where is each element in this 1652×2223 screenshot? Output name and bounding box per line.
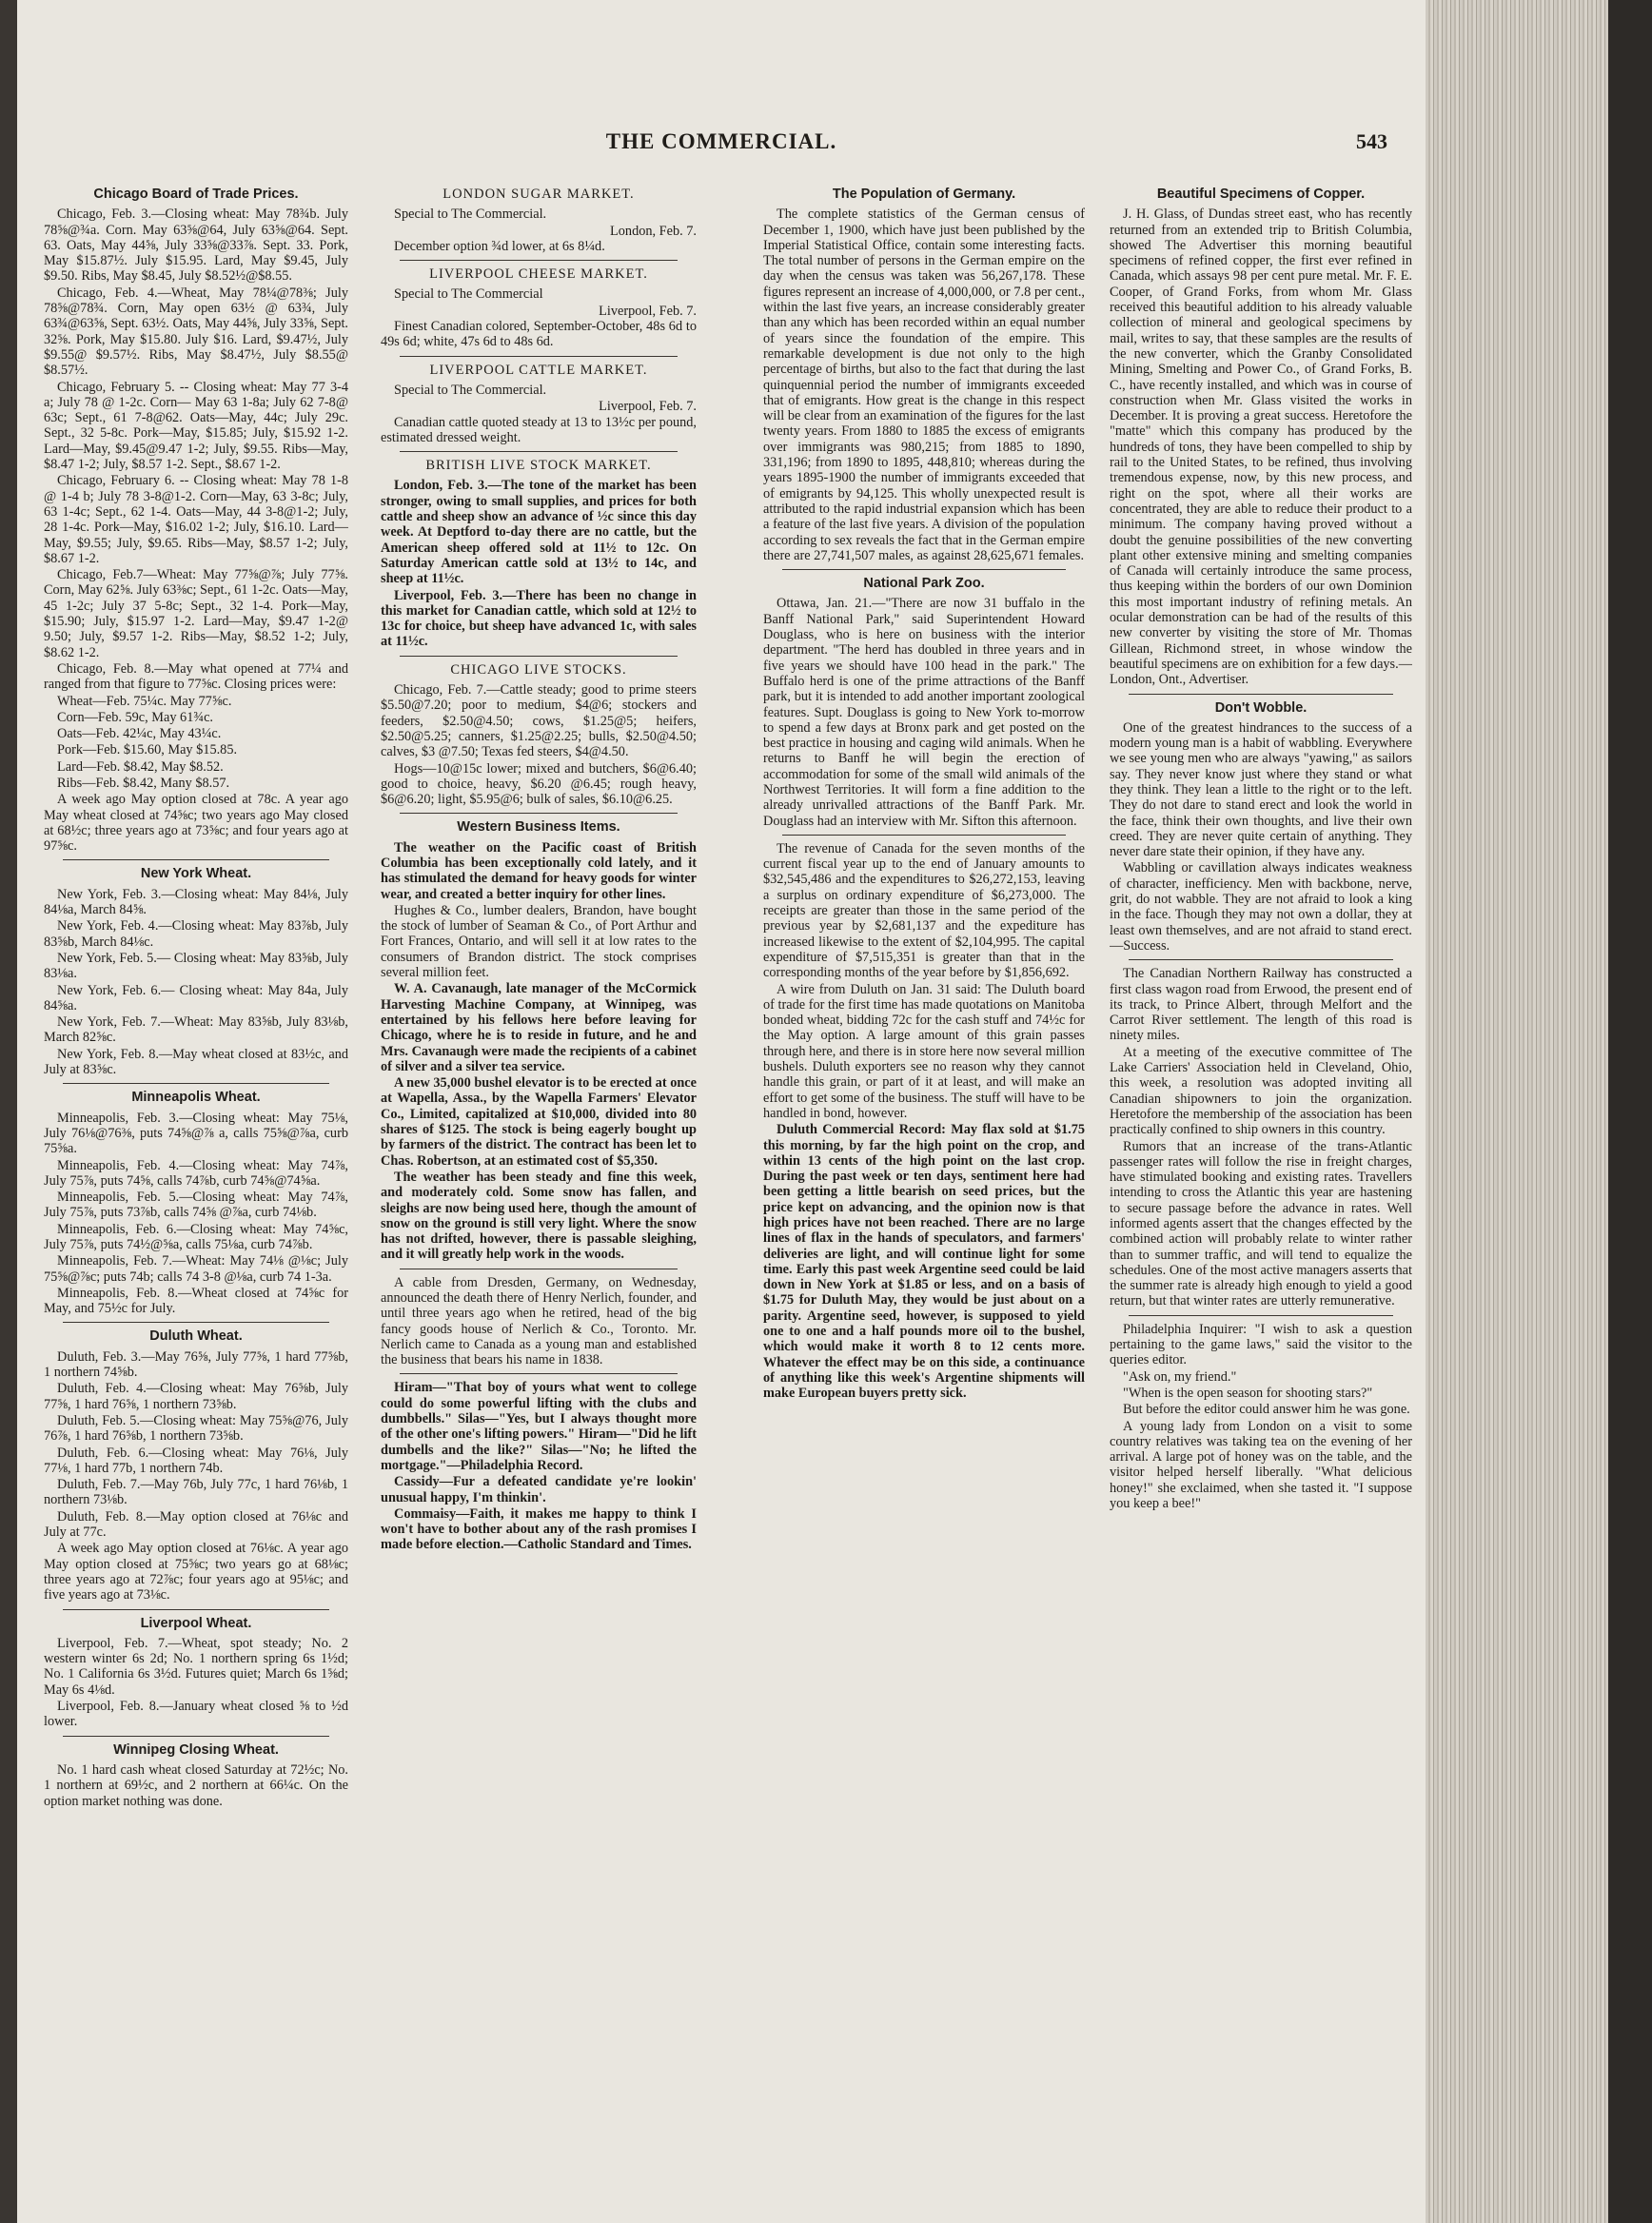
article-paragraph: Chicago, Feb. 3.—Closing wheat: May 78¾b. July 78⅝@¾a. Corn. May 63⅝@64, July 63⅝@64. Sept. 63. Oats, May 44⅝, July 33⅝@33⅞. Sept. 33. Pork, May $15.87½. July $15.95. Lard, May $9.45, July $9.50. Ribs, May $8.45, July $8.52½@$8.55. xyxy=(44,207,348,285)
article-paragraph: "Ask on, my friend." xyxy=(1123,1368,1237,1385)
dateline: Liverpool, Feb. 7. xyxy=(599,303,697,319)
article-paragraph: Chicago, Feb. 8.—May what opened at 77¼ and ranged from that figure to 77⅝c. Closing prices were: xyxy=(44,660,348,693)
article-paragraph: New York, Feb. 8.—May wheat closed at 83½c, and July at 83⅝c. xyxy=(44,1046,348,1078)
book-cover-edge xyxy=(1608,0,1652,2223)
article-paragraph: Minneapolis, Feb. 4.—Closing wheat: May 74⅞, July 75⅞, puts 74⅝, calls 74⅞b, curb 74⅝@74⅝a. xyxy=(44,1157,348,1189)
article-paragraph: A young lady from London on a visit to some country relatives was taking tea on the evening of her arrival. A large pot of honey was on the table, and the visitor helped herself liberally. "What delicious honey!" she exclaimed, when she tasted it. "I suppose you keep a bee!" xyxy=(1110,1418,1412,1512)
section-divider xyxy=(1129,694,1393,695)
article-heading: Western Business Items. xyxy=(457,819,620,836)
article-paragraph: Duluth, Feb. 3.—May 76⅝, July 77⅝, 1 hard 77⅝b, 1 northern 74⅝b. xyxy=(44,1348,348,1381)
article-heading: The Population of Germany. xyxy=(832,187,1016,202)
article-paragraph: A week ago May option closed at 76⅛c. A year ago May option closed at 75⅝c; two years go at 68⅛c; three years ago at 72⅞c; four years ago at 95⅛c; and five years ago at 73⅛c. xyxy=(44,1541,348,1603)
section-divider xyxy=(63,1322,329,1323)
article-paragraph: A wire from Duluth on Jan. 31 said: The Duluth board of trade for the first time has made quotations on Manitoba bonded wheat, bidding 72c for the cash stuff and 74½c for the May option. A large amount of this grain passes through here, and there is in store here now several million bushels. Duluth exporters see no reason why they cannot handle this grain, or part of it at least, and will make an effort to get some of the business. The stuff will have to be handled in bond, however. xyxy=(763,981,1085,1121)
article-paragraph: One of the greatest hindrances to the success of a modern young man is a habit of wabbling. Everywhere we see young men who are always "yawing," as sailors say. They never know just where they stand or what they think. They lean a little to the right or to the left. They do not dare to stand erect and look the world in the face, think their own thoughts, and live their own creed. They are never quite certain of anything. They never dare state their opinion, if they have any. xyxy=(1110,719,1412,860)
article-paragraph: No. 1 hard cash wheat closed Saturday at 72½c; No. 1 northern at 69½c, and 2 northern at 66¼c. On the option market nothing was done. xyxy=(44,1761,348,1809)
section-divider xyxy=(782,835,1066,836)
article-paragraph: The weather on the Pacific coast of British Columbia has been exceptionally cold lately, and it has stimulated the demand for heavy goods for winter wear, and created a better inquiry for other lines. xyxy=(381,839,697,902)
article-paragraph: New York, Feb. 4.—Closing wheat: May 83⅞b, July 83⅝b, March 84⅛c. xyxy=(44,918,348,950)
article-heading: LIVERPOOL CATTLE MARKET. xyxy=(429,362,648,378)
article-paragraph: Chicago, Feb. 4.—Wheat, May 78¼@78⅜; July 78⅝@78¾. Corn, May open 63½ @ 63¾, July 63¾@63⅝, Sept. 63½. Oats, May 44⅝, July 33⅝, Sept. 32⅝. Pork, May $15.80. July $16. Lard, $9.47½, July $9.55@ $9.57½. Ribs, May $8.47½, July $8.55@ $8.57½. xyxy=(44,285,348,379)
article-paragraph: Liverpool, Feb. 7.—Wheat, spot steady; No. 2 western winter 6s 2d; No. 1 northern spring 6s 1½d; No. 1 California 6s 3½d. Futures quiet; March 6s 1⅝d; May 6s 4⅛d. xyxy=(44,1635,348,1698)
article-paragraph: W. A. Cavanaugh, late manager of the McCormick Harvesting Machine Company, at Winnipeg, was entertained by his fellows here before leaving for Chicago, where he is to reside in future, and he and Mrs. Cavanaugh were made the recipients of a cabinet of silver and a silver tea service. xyxy=(381,981,697,1074)
section-divider xyxy=(400,356,678,357)
article-heading: BRITISH LIVE STOCK MARKET. xyxy=(425,458,652,474)
article-paragraph: Special to The Commercial xyxy=(394,286,543,303)
article-paragraph: Liverpool, Feb. 3.—There has been no change in this market for Canadian cattle, which sold at 12½ to 13c for choice, but sheep have advanced 1c, with sales at 11½c. xyxy=(381,587,697,650)
article-paragraph: Duluth, Feb. 7.—May 76b, July 77c, 1 hard 76⅛b, 1 northern 73⅛b. xyxy=(44,1477,348,1508)
article-paragraph: J. H. Glass, of Dundas street east, who has recently returned from an extended trip to British Columbia, showed The Advertiser this morning beautiful specimens of refined copper, the first ever refined in Canada, which assays 98 per cent pure metal. Mr. F. E. Cooper, of Grand Forks, from whom Mr. Glass received this beautiful addition to his already valuable collection of mineral and geological specimens by mail, writes to say, that these samples are the results of the new converter, which the Granby Consolidated Mining, Smelting and Power Co., of Grand Forks, B. C., have recently installed, and which was in course of construction when Mr. Glass visited the works in December. It is proving a great success. Heretofore the "matte" which this company has produced by the hundreds of tons, they have been compelled to ship by rail to the United States, to be refined, thus involving tremendous expense, now, by this new process, and right on the spot, where all their works are concentrated, they are able to reduce their product to a minimum. The company having proved without a doubt the genuine possibilities of the new converting plant other extensive mining and smelting companies of Canada will certainly introduce the same process, thus keeping within the borders of our own Dominion this most important industry of refining metals. An ocular demonstration can be had of the results of this new converter by visiting the store of Mr. Thomas Gillean, Richmond street, in whose window the beautiful specimens are on exhibition for a few days.—London, Ont., Advertiser. xyxy=(1110,207,1412,688)
article-paragraph: The revenue of Canada for the seven months of the current fiscal year up to the end of January amounts to $32,545,486 and the expenditures to $26,272,153, leaving a surplus on ordinary expenditure of $6,273,000. The receipts are greater than those in the same period of the previous year by $2,681,137 and the expediture has increased likewise to the extent of $2,104,995. The capital expenditure of $7,515,351 is greater than that in the corresponding months of the year before by $1,856,692. xyxy=(763,840,1085,981)
column-3 xyxy=(763,181,1085,2198)
article-paragraph: But before the editor could answer him he was gone. xyxy=(1123,1402,1410,1418)
article-paragraph: Chicago, February 6. -- Closing wheat: May 78 1-8 @ 1-4 b; July 78 3-8@1-2. Corn—May, 63 3-8c; July, 63 1-4c; Sept., 62 1-4. Oats—May, 44 3-8@1-2; July, 28 1-4c. Pork—May, $16.02 1-2; July, $16.10. Lard—May, $9.55; July, $9.65. Ribs—May, $8.57 1-2; July, $8.67 1-2. xyxy=(44,473,348,566)
article-paragraph: Chicago, February 5. -- Closing wheat: May 77 3-4 a; July 78 @ 1-2c. Corn— May 63 1-8a; July 62 7-8@ 63c; Sept., 61 7-8@62. Oats—May, 44c; July 29c. Sept., 32 5-8c. Pork—May, $15.85; July, $15.92 1-2. Lard—May, $9.45@9.47 1-2; July, $9.55. Ribs—May, $8.47 1-2; July, $8.57 1-2. Sept., $8.67 1-2. xyxy=(44,379,348,473)
article-paragraph: "When is the open season for shooting stars?" xyxy=(1123,1385,1373,1401)
article-paragraph: Wabbling or cavillation always indicates weakness of character, inefficiency. Men with backbone, nerve, grit, do not wabble. They are not afraid to look a king in the face. Though they may not own a dollar, they at least own themselves, and are not afraid to stand erect.—Success. xyxy=(1110,860,1412,954)
article-paragraph: New York, Feb. 5.— Closing wheat: May 83⅝b, July 83⅛a. xyxy=(44,950,348,982)
article-heading: Liverpool Wheat. xyxy=(140,1615,252,1631)
article-paragraph: Wheat—Feb. 75¼c. May 77⅝c. xyxy=(57,693,232,709)
article-paragraph: Ottawa, Jan. 21.—"There are now 31 buffalo in the Banff National Park," said Superintendent Howard Douglass, who is here on business with the interior department. "The herd has doubled in three years and in five years we should have 100 head in the park." The Buffalo herd is one of the prime attractions of the Banff park, but it is intended to add another important zoological features. Supt. Douglass is going to New York to-morrow to spend a few days at Bronx park and get posted on the best practice in housing and caging wild animals. When he returns to Banff he will begin the erection of accommodation for some of the small wild animals of the Northwest Territories. It will form a fine addition to the already unrivalled attractions of the Banff Park. Mr. Douglass had an interview with Mr. Sifton this afternoon. xyxy=(763,596,1085,829)
article-paragraph: Duluth, Feb. 4.—Closing wheat: May 76⅝b, July 77⅝, 1 hard 76⅝, 1 northern 73⅝b. xyxy=(44,1381,348,1412)
section-divider xyxy=(400,656,678,657)
section-divider xyxy=(1129,1315,1393,1316)
article-paragraph: A cable from Dresden, Germany, on Wednesday, announced the death there of Henry Nerlich, founder, and until three years ago when he retired, head of the big fancy goods house of Nerlich & Co., Toronto. Mr. Nerlich came to Canada as a young man and established the business that bears his name in 1838. xyxy=(381,1274,697,1368)
article-paragraph: A week ago May option closed at 78c. A year ago May wheat closed at 74⅝c; two years ago May closed at 68½c; three years ago at 73⅝c; and four years ago at 97⅝c. xyxy=(44,792,348,855)
section-divider xyxy=(63,1736,329,1737)
article-paragraph: Special to The Commercial. xyxy=(394,382,547,398)
section-divider xyxy=(400,451,678,452)
section-divider xyxy=(63,1083,329,1084)
article-heading: Beautiful Specimens of Copper. xyxy=(1156,187,1366,202)
page-number: 543 xyxy=(1356,129,1387,153)
article-paragraph: Minneapolis, Feb. 6.—Closing wheat: May 74⅝c, July 75⅞, puts 74½@⅝a, calls 75⅛a, curb 74⅞b. xyxy=(44,1221,348,1252)
article-paragraph: Hiram—"That boy of yours what went to college could do some powerful lifting with the clubs and dumbbells." Silas—"Yes, but I always thought more of the other one's lifting powers." Hiram—"Did he lift dumbells and the like?" Silas—"No; he lifted the mortgage."—Philadelphia Record. xyxy=(381,1380,697,1473)
article-paragraph: Pork—Feb. $15.60, May $15.85. xyxy=(57,742,238,758)
article-heading: Winnipeg Closing Wheat. xyxy=(113,1741,279,1758)
article-heading: Duluth Wheat. xyxy=(149,1328,243,1345)
article-paragraph: Lard—Feb. $8.42, May $8.52. xyxy=(57,758,224,775)
dateline: Liverpool, Feb. 7. xyxy=(599,399,697,415)
running-head xyxy=(17,129,1426,158)
section-divider xyxy=(400,813,678,814)
article-paragraph: Hughes & Co., lumber dealers, Brandon, have bought the stock of lumber of Seaman & Co., of Port Arthur and Fort Frances, Ontario, and will sell it at low rates to the consumers of Brandon district. The stock comprises several million feet. xyxy=(381,902,697,981)
article-paragraph: Duluth, Feb. 5.—Closing wheat: May 75⅝@76, July 76⅞, 1 hard 76⅝b, 1 northern 73⅝b. xyxy=(44,1412,348,1445)
article-paragraph: New York, Feb. 6.— Closing wheat: May 84a, July 84⅝a. xyxy=(44,982,348,1013)
article-paragraph: Rumors that an increase of the trans-Atlantic passenger rates will follow the rise in freight charges, have stimulated booking and existing rates. Travellers intending to cross the Atlantic this year are hastening to secure passage before the advance in rates. Well informed agents assert that the changes effected by the combined action will probably relate to winter rather than to summer traffic, and will tend to equalize the schedules. One of the most active managers asserts that the summer rate is already high enough to yield a good return, but that winter rates are utterly remunerative. xyxy=(1110,1138,1412,1309)
section-divider xyxy=(63,859,329,860)
article-heading: CHICAGO LIVE STOCKS. xyxy=(450,661,627,678)
article-paragraph: A new 35,000 bushel elevator is to be erected at once at Wapella, Assa., by the Wapella Farmers' Elevator Co., Limited, capitalized at $10,000, divided into 80 shares of $125. The stock is being eagerly bought up by farmers of the district. The contract has been let to Chas. Robertson, at an estimated cost of $5,350. xyxy=(381,1075,697,1169)
article-paragraph: Duluth Commercial Record: May flax sold at $1.75 this morning, by far the high point on the crop, and within 13 cents of the high point on the last crop. During the past week or ten days, sentiment here had been getting a little bearish on seed prices, but the price kept on advancing, and the opinion now is that high prices have not been reached. There are no large lines of flax in the hands of speculators, and farmers' deliveries are light, and will continue light for some time. Early this past week Argentine seed could be laid down in New York at $1.85 or less, and on a basis of $1.75 for Duluth May, they would be just about on a parity. Argentine seed, however, is supposed to yield one to one and a half pounds more oil to the bushel, which would make it worth 8 to 12 cents more. Whatever the effect may be on this side, a continuance of anything like this week's Argentine shipments will make European buyers pretty sick. xyxy=(763,1122,1085,1402)
article-paragraph: The complete statistics of the German census of December 1, 1900, which have just been published by the Imperial Statistical Office, contain some interesting facts. The total number of persons in the German empire on the day when the census was taken was 56,267,178. These figures represent an increase of 4,000,000, or 7.8 per cent., within the last five years, an increase considerably greater than any which has been recorded within an equal number of years since the foundation of the empire. This remarkable development is due not only to the high percentage of births, but also to the fact that during the last quinquennial period the number of immigrants exceeded that of emigrants. How great is the change in this respect will be clear from an examination of the figures for the last twenty years. From 1880 to 1885 the excess of emigrants over immigrants was 980,215; from 1885 to 1890, 331,196; from 1890 to 1895, 448,810; whereas during the years 1895-1900 the number of immigrants exceeded that of emigrants by 94,125. This wholly unexpected result is attributed to the rapid industrial expansion which has been a feature of the last five years. A division of the population according to sex reveals the fact that in the German empire there are 27,741,507 males, as against 28,625,671 females. xyxy=(763,207,1085,563)
article-paragraph: Liverpool, Feb. 8.—January wheat closed ⅝ to ½d lower. xyxy=(44,1699,348,1730)
section-divider xyxy=(63,1609,329,1610)
article-heading: Chicago Board of Trade Prices. xyxy=(93,187,299,202)
dateline: London, Feb. 7. xyxy=(610,223,697,239)
section-divider xyxy=(400,260,678,261)
article-paragraph: December option ¾d lower, at 6s 8¼d. xyxy=(394,238,605,254)
article-paragraph: The Canadian Northern Railway has constructed a first class wagon road from Erwood, the present end of its track, to Prince Albert, through Melfort and the Carrot River settlement. The length of this road is ninety miles. xyxy=(1110,966,1412,1044)
article-paragraph: Finest Canadian colored, September-October, 48s 6d to 49s 6d; white, 47s 6d to 48s 6d. xyxy=(381,319,697,350)
article-paragraph: New York, Feb. 7.—Wheat: May 83⅝b, July 83⅛b, March 82⅝c. xyxy=(44,1014,348,1046)
column-4 xyxy=(1110,181,1412,2198)
column-1 xyxy=(44,181,348,2198)
article-paragraph: London, Feb. 3.—The tone of the market has been stronger, owing to small supplies, and prices for both cattle and sheep show an advance of ½c since this day week. At Deptford to-day there are no cattle, but the American sheep offered sold at 11½ to 12c. On Saturday American cattle sold at 13½ to 14c, and sheep at 11½c. xyxy=(381,478,697,587)
article-paragraph: Duluth, Feb. 8.—May option closed at 76⅛c and July at 77c. xyxy=(44,1508,348,1541)
article-paragraph: Commaisy—Faith, it makes me happy to think I won't have to bother about any of the rash promises I made before election.—Catholic Standard and Times. xyxy=(381,1505,697,1553)
article-paragraph: Duluth, Feb. 6.—Closing wheat: May 76⅛, July 77⅛, 1 hard 77b, 1 northern 74b. xyxy=(44,1445,348,1476)
article-heading: National Park Zoo. xyxy=(863,576,985,592)
column-2 xyxy=(381,181,697,2198)
article-paragraph: Minneapolis, Feb. 8.—Wheat closed at 74⅝c for May, and 75½c for July. xyxy=(44,1285,348,1317)
article-paragraph: Corn—Feb. 59c, May 61¾c. xyxy=(57,709,213,725)
article-paragraph: At a meeting of the executive committee of The Lake Carriers' Association held in Cleveland, Ohio, this week, a resolution was adopted inviting all Canadian shipowners to join the organization. Heretofore the membership of the association has been practically confined to ship owners in this country. xyxy=(1110,1044,1412,1138)
article-paragraph: Chicago, Feb. 7.—Cattle steady; good to prime steers $5.50@7.20; poor to medium, $4@6; stockers and feeders, $2.50@4.50; cows, $1.25@5; heifers, $2.50@5.25; canners, $1.25@2.25; bulls, $2.50@4.50; calves, $3 @7.50; Texas fed steers, $4@4.50. xyxy=(381,682,697,760)
article-heading: Don't Wobble. xyxy=(1214,699,1308,716)
section-divider xyxy=(782,569,1066,570)
article-heading: New York Wheat. xyxy=(140,866,252,882)
article-paragraph: Minneapolis, Feb. 7.—Wheat: May 74⅛ @⅛c; July 75⅝@⅞c; puts 74b; calls 74 3-8 @⅛a, curb 74 1-3a. xyxy=(44,1253,348,1285)
article-paragraph: Philadelphia Inquirer: "I wish to ask a question pertaining to the game laws," said the visitor to the queries editor. xyxy=(1110,1321,1412,1368)
article-paragraph: Canadian cattle quoted steady at 13 to 13½c per pound, estimated dressed weight. xyxy=(381,414,697,445)
newspaper-page xyxy=(17,0,1426,2223)
section-divider xyxy=(400,1373,678,1374)
article-paragraph: Oats—Feb. 42¼c, May 43¼c. xyxy=(57,726,222,742)
article-paragraph: Minneapolis, Feb. 3.—Closing wheat: May 75⅛, July 76⅛@76⅜, puts 74⅝@⅞ a, calls 75⅝@⅞a, curb 75⅝a. xyxy=(44,1110,348,1157)
article-heading: LIVERPOOL CHEESE MARKET. xyxy=(429,266,648,283)
article-paragraph: The weather has been steady and fine this week, and moderately cold. Some snow has fallen, and sleighs are now being used here, though the amount of snow on the ground is still very light. Where the snow has not drifted, however, there is passable sleighing, and it will greatly help work in the woods. xyxy=(381,1169,697,1263)
article-paragraph: Cassidy—Fur a defeated candidate ye're lookin' unusual happy, I'm thinkin'. xyxy=(381,1474,697,1505)
article-paragraph: Minneapolis, Feb. 5.—Closing wheat: May 74⅞, July 75⅞, puts 73⅞b, calls 74⅝ @⅞a, curb 74⅛b. xyxy=(44,1190,348,1221)
article-heading: Minneapolis Wheat. xyxy=(131,1090,261,1106)
section-divider xyxy=(1129,959,1393,960)
page-title: THE COMMERCIAL. xyxy=(605,129,837,153)
article-paragraph: Ribs—Feb. $8.42, Many $8.57. xyxy=(57,775,230,791)
article-paragraph: Special to The Commercial. xyxy=(394,207,547,223)
article-paragraph: Chicago, Feb.7—Wheat: May 77⅝@⅞; July 77⅝. Corn, May 62⅝. July 63⅜c; Sept., 61 1-2c. Oats—May, 45 1-2c; July 37 5-8c; Sept., 32 1-4. Pork—May, $15.90; July, $15.97 1-2. Lard—May, $9.47 1-2@ 9.50; July, $9.57 1-2. Ribs—May, $8.52 1-2; July, $8.62 1-2. xyxy=(44,567,348,660)
article-paragraph: New York, Feb. 3.—Closing wheat: May 84⅛, July 84⅛a, March 84⅝. xyxy=(44,886,348,918)
article-paragraph: Hogs—10@15c lower; mixed and butchers, $6@6.40; good to choice, heavy, $6.20 @6.45; rough heavy, $6@6.20; light, $5.95@6; bulk of sales, $6.10@6.25. xyxy=(381,760,697,808)
article-heading: LONDON SUGAR MARKET. xyxy=(442,187,635,202)
